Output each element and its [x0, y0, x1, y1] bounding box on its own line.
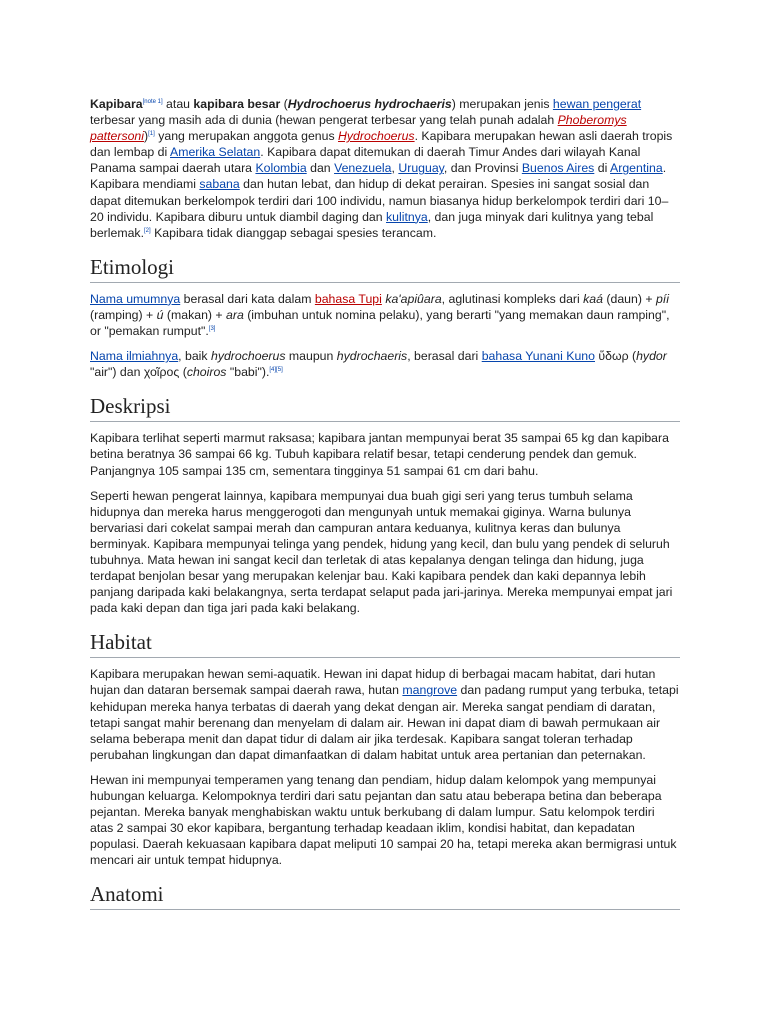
- link-argentina[interactable]: Argentina: [610, 161, 663, 176]
- link-mangrove[interactable]: mangrove: [402, 683, 458, 698]
- redlink-phoberomys[interactable]: Phoberomys pattersoni: [90, 113, 627, 144]
- ref-2[interactable]: [2]: [144, 227, 151, 234]
- etimologi-paragraph-1: Nama umumnya berasal dari kata dalam bahasa Tupi ka'apiûara, aglutinasi kompleks dari kaá (daun) + píi (ramping) + ú (makan) + ara (imbuhan untuk nomina pelaku), yang berarti "yang memakan daun ramping", or "pemakan rumput".[3]: [90, 291, 670, 339]
- heading-anatomi: Anatomi: [90, 882, 680, 910]
- note-ref[interactable]: [143, 99, 163, 105]
- section-etimologi: [90, 255, 680, 283]
- redlink-bahasa-tupi[interactable]: bahasa Tupi: [314, 291, 382, 306]
- redlink-hydrochoerus[interactable]: Hydrochoerus: [338, 129, 415, 144]
- link-bahasa-yunani-kuno[interactable]: bahasa Yunani Kuno: [481, 349, 595, 364]
- deskripsi-paragraph-2: Seperti hewan pengerat lainnya, kapibara mempunyai dua buah gigi seri yang terus tumbuh selama hidupnya dan mereka harus menggerogoti dan mengunyah untuk memakai giginya. Warna bulunya bervariasi dari cokelat sampai merah dan campuran antara keduanya, kulitnya keras dan bulunya berminyak. Kapibara mempunyai telinga yang pendek, hidung yang kecil, dan bulu yang pendek di seluruh tubuhnya. Mata hewan ini sangat kecil dan terletak di atas kepalanya dengan telinga dan hidung, juga terdapat benjolan besar yang merupakan kelenjar bau. Kaki kapibara pendek dan kaki depannya lebih panjang daripada kaki belakangnya, serta terdapat selaput pada jari-jarinya. Mereka mempunyai empat jari pada kaki depan dan tiga jari pada kaki belakang.: [90, 488, 673, 616]
- section-anatomi: [90, 882, 680, 910]
- habitat-paragraph-2: Hewan ini mempunyai temperamen yang tenang dan pendiam, hidup dalam kelompok yang mempunyai hubungan keluarga. Kelompoknya terdiri dari satu pejantan dan satu atau beberapa betina dan beberapa pejantan. Mereka banyak menghabiskan waktu untuk berkubang di dalam lumpur. Satu kelompok terdiri atas 2 sampai 30 ekor kapibara, bergantung terhadap keadaan iklim, kondisi habitat, dan kepadatan populasi. Daerah kekuasaan kapibara dapat meliputi 10 sampai 20 ha, tetapi mereka akan bermigrasi untuk mencari air untuk tempat hidupnya.: [90, 772, 677, 868]
- habitat-paragraph-1: Kapibara merupakan hewan semi-aquatik. Hewan ini dapat hidup di berbagai macam habitat, dari hutan hujan dan dataran bersemak sampai daerah rawa, hutan mangrove dan padang rumput yang terbuka, tetapi kehidupan mereka hanya terbatas di daerah yang dekat dengan air. Mereka sangat pendiam di daratan, tetapi sangat mahir berenang dan menyelam di dalam air. Hewan ini dapat diam di bawah permukaan air selama beberapa menit dan dapat tidur di dalam air jika terdesak. Kapibara sangat toleran terhadap perubahan lingkungan dan dapat dimanfaatkan di dalam habitat untuk area pertanian dan peternakan.: [90, 667, 679, 762]
- note-link[interactable]: [note 1]: [142, 98, 163, 105]
- ref-4-5[interactable]: [4][5]: [269, 367, 283, 374]
- title-term: Kapibara: [90, 97, 143, 111]
- intro-paragraph: Kapibara[note 1] atau kapibara besar (Hydrochoerus hydrochaeris) merupakan jenis hewan pengerat terbesar yang masih ada di dunia (hewan pengerat terbesar yang telah punah adalah Phoberomys pattersoni)[1] yang merupakan anggota genus Hydrochoerus. Kapibara merupakan hewan asli daerah tropis dan lembap di Amerika Selatan. Kapibara dapat ditemukan di daerah Timur Andes dari wilayah Kanal Panama sampai daerah utara Kolombia dan Venezuela, Uruguay, dan Provinsi Buenos Aires di Argentina. Kapibara mendiami sabana dan hutan lebat, dan hidup di dekat perairan. Spesies ini sangat sosial dan dapat ditemukan berkelompok terdiri dari 100 individu, namun biasanya hidup berkelompok terdiri dari 10–20 individu. Kapibara diburu untuk diambil daging dan kulitnya, dan juga minyak dari kulitnya yang tebal berlemak.[2] Kapibara tidak dianggap sebagai spesies terancam.: [90, 97, 673, 240]
- link-buenos-aires[interactable]: Buenos Aires: [521, 161, 595, 176]
- etimologi-paragraph-2: Nama ilmiahnya, baik hydrochoerus maupun hydrochaeris, berasal dari bahasa Yunani Kuno ὕδωρ (hydor "air") dan χοῖρος (choiros "babi").[4][5]: [90, 349, 667, 380]
- heading-etimologi: Etimologi: [90, 255, 680, 283]
- article-content: [90, 96, 680, 918]
- link-amerika-selatan[interactable]: Amerika Selatan: [170, 145, 261, 160]
- link-hewan-pengerat[interactable]: hewan pengerat: [552, 97, 642, 111]
- heading-deskripsi: Deskripsi: [90, 394, 680, 422]
- link-uruguay[interactable]: Uruguay: [398, 161, 444, 176]
- heading-habitat: Habitat: [90, 630, 680, 658]
- section-habitat: [90, 630, 680, 658]
- alt-name: kapibara besar: [193, 97, 281, 111]
- section-deskripsi: [90, 394, 680, 422]
- link-sabana[interactable]: sabana: [199, 177, 240, 192]
- ref-1[interactable]: [1]: [148, 131, 155, 138]
- link-kulitnya[interactable]: kulitnya: [386, 209, 428, 224]
- scientific-name: Hydrochoerus hydrochaeris: [287, 97, 452, 111]
- ref-3[interactable]: [3]: [208, 325, 216, 332]
- link-venezuela[interactable]: Venezuela: [334, 161, 392, 176]
- link-nama-ilmiahnya[interactable]: Nama ilmiahnya: [90, 349, 179, 364]
- deskripsi-paragraph-1: Kapibara terlihat seperti marmut raksasa; kapibara jantan mempunyai berat 35 sampai 65 kg dan kapibara betina beratnya 36 sampai 66 kg. Tubuh kapibara relatif besar, tetapi cenderung pendek dan gemuk. Panjangnya 105 sampai 135 cm, sementara tingginya 51 sampai 61 cm dari bahu.: [90, 431, 669, 478]
- link-kolombia[interactable]: Kolombia: [255, 161, 307, 176]
- link-nama-umumnya[interactable]: Nama umumnya: [90, 291, 181, 306]
